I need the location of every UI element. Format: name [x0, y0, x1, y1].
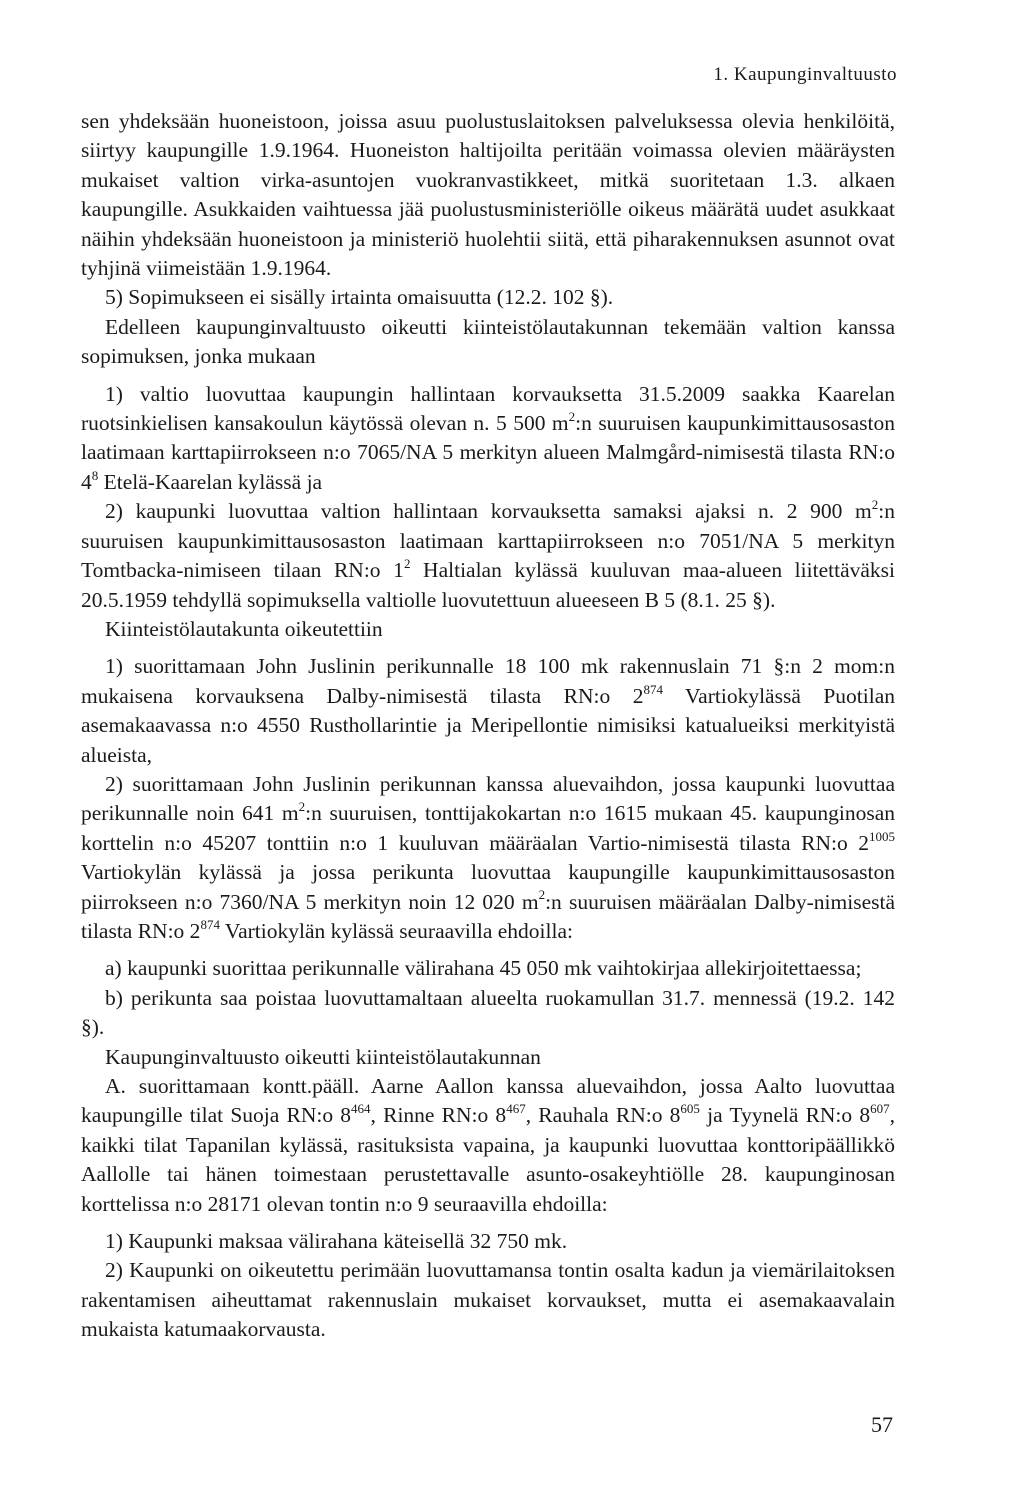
- list-item: 1) suorittamaan John Juslinin perikunnalle 18 100 mk rakennuslain 71 §:n 2 mom:n mukaisena korvauksena Dalby-nimisestä tilasta RN:o $2^{874}$ Vartiokylässä Puotilan asemakaavassa n:o 4550 Rusthollarintie ja Meripellontie nimisiksi katualueiksi merkityistä alueista,: [81, 654, 895, 767]
- page-number: 57: [871, 1412, 893, 1437]
- list-item: 1) valtio luovuttaa kaupungin hallintaan korvauksetta 31.5.2009 saakka Kaarelan ruotsinkielisen kansakoulun käytössä olevan n. 5 500 $m^2:n$ suuruisen kaupunkimittausosaston laatimaan karttapiirrokseen n:o 7065/NA 5 merkityn alueen Malmgård-nimisestä tilasta RN:o $4^8$ Etelä-Kaarelan kylässä ja: [81, 381, 895, 494]
- paragraph: Kaupunginvaltuusto oikeutti kiinteistölautakunnan: [105, 1044, 541, 1069]
- list-item: 1) Kaupunki maksaa välirahana käteisellä 32 750 mk.: [105, 1229, 568, 1254]
- running-head: 1. Kaupunginvaltuusto: [713, 64, 897, 85]
- list-item: a) kaupunki suorittaa perikunnalle välirahana 45 050 mk vaihtokirjaa allekirjoitettaessa;: [105, 956, 862, 981]
- paragraph: sen yhdeksään huoneistoon, joissa asuu puolustuslaitoksen palveluksessa olevia henkilöitä, siirtyy kaupungille 1.9.1964. Huoneiston haltijoilta peritään voimassa olevien määräysten mukaiset valtion virka-asuntojen vuokranvastikkeet, mitkä suoritetaan 1.3. alkaen kaupungille. Asukkaiden vaihtuessa jää puolustusministeriölle oikeus määrätä uudet asukkaat näihin yhdeksään huoneistoon ja ministeriö huolehtii siitä, että piharakennuksen asunnot ovat tyhjinä viimeistään 1.9.1964.: [81, 109, 895, 281]
- paragraph: 5) Sopimukseen ei sisälly irtainta omaisuutta (12.2. 102 §).: [105, 285, 614, 310]
- list-item: b) perikunta saa poistaa luovuttamaltaan alueelta ruokamullan 31.7. mennessä (19.2. 142 §).: [81, 985, 895, 1040]
- paragraph: Edelleen kaupunginvaltuusto oikeutti kiinteistölautakunnan tekemään valtion kanssa sopimuksen, jonka mukaan: [81, 314, 895, 369]
- paragraph: A. suorittamaan kontt.pääll. Aarne Aallon kanssa aluevaihdon, jossa Aalto luovuttaa kaupungille tilat Suoja RN:o $8^{464}$, Rinne RN:o $8^{467}$, Rauhala RN:o $8^{605}$ ja Tyynelä RN:o $8^{607}$, kaikki tilat Tapanilan kylässä, rasituksista vapaina, ja kaupunki luovuttaa konttoripäällikkö Aallolle tai hänen toimestaan perustettavalle asunto-osakeyhtiölle 28. kaupunginosan korttelissa n:o 28171 olevan tontin n:o 9 seuraavilla ehdoilla:: [81, 1074, 895, 1216]
- list-item: 2) kaupunki luovuttaa valtion hallintaan korvauksetta samaksi ajaksi n. 2 900 $m^2:n$ suuruisen kaupunkimittausosaston laatimaan karttapiirrokseen n:o 7051/NA 5 merkityn Tomtbacka-nimiseen tilaan RN:o $1^2$ Haltialan kylässä kuuluvan maa-alueen liitettäväksi 20.5.1959 tehdyllä sopimuksella valtiolle luovutettuun alueeseen B 5 (8.1. 25 §).: [81, 497, 895, 612]
- list-item: 2) Kaupunki on oikeutettu perimään luovuttamansa tontin osalta kadun ja viemärilaitoksen rakentamisen aiheuttamat rakennuslain mukaiset korvaukset, mutta ei asemakaavalain mukaista katumaakorvausta.: [81, 1258, 895, 1342]
- list-item: 2) suorittamaan John Juslinin perikunnan kanssa aluevaihdon, jossa kaupunki luovuttaa perikunnalle noin 641 $m^2:n$ suuruisen, tonttijakokartan n:o 1615 mukaan 45. kaupunginosan korttelin n:o 45207 tonttiin n:o 1 kuuluvan määräalan Vartio-nimisestä tilasta RN:o $2^{1005}$ Vartiokylän kylässä ja jossa perikunta luovuttaa kaupungille kaupunkimittausosaston piirrokseen n:o 7360/NA 5 merkityn noin 12 020 $m^2:n$ suuruisen määräalan Dalby-nimisestä tilasta RN:o $2^{874}$ Vartiokylän kylässä seuraavilla ehdoilla:: [81, 771, 895, 943]
- paragraph: Kiinteistölautakunta oikeutettiin: [105, 616, 383, 641]
- document-body: [81, 107, 895, 1345]
